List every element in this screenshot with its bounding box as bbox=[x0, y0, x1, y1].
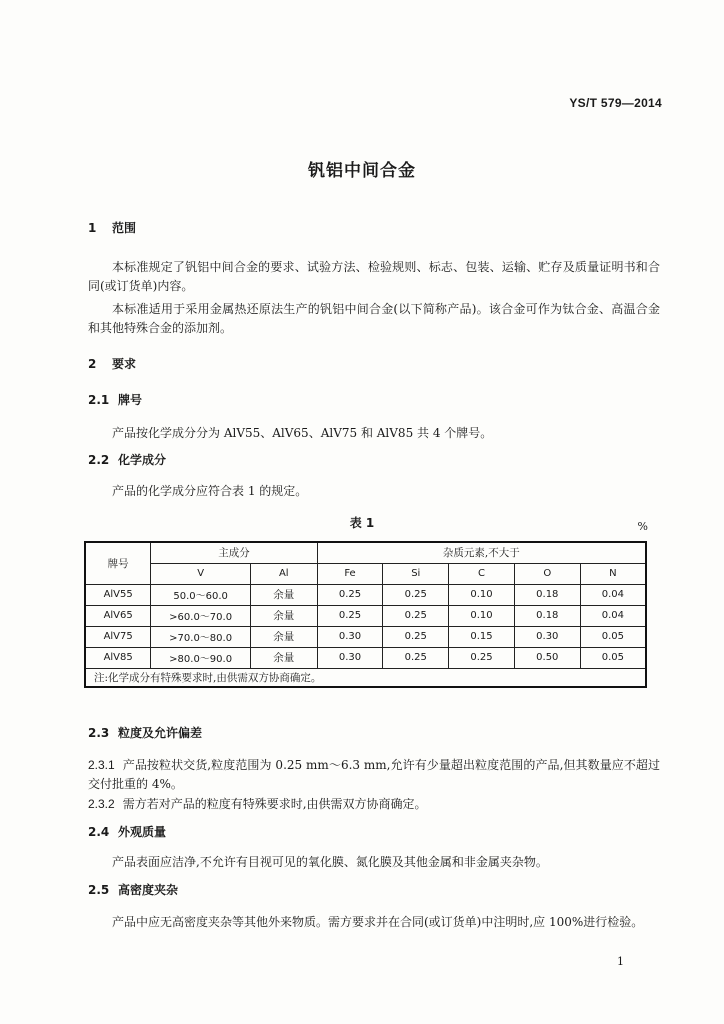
cell-grade: AlV55 bbox=[85, 584, 151, 605]
section-2-3-2 bbox=[88, 795, 660, 814]
header-col: Al bbox=[250, 563, 317, 584]
section-number: 2.3 bbox=[88, 726, 110, 740]
chemical-composition-table bbox=[84, 541, 647, 688]
section-number: 2.5 bbox=[88, 883, 110, 897]
cell-fe: 0.30 bbox=[317, 647, 383, 668]
section-title: 要求 bbox=[112, 357, 137, 371]
section-number: 2.4 bbox=[88, 825, 110, 839]
header-main-component: 主成分 bbox=[151, 542, 317, 563]
cell-n: 0.04 bbox=[580, 605, 646, 626]
section-2-2-paragraph: 产品的化学成分应符合表 1 的规定。 bbox=[112, 484, 308, 498]
cell-grade: AlV85 bbox=[85, 647, 151, 668]
header-grade: 牌号 bbox=[85, 542, 151, 584]
cell-fe: 0.25 bbox=[317, 605, 383, 626]
section-title: 牌号 bbox=[118, 393, 143, 407]
table-row bbox=[85, 584, 646, 605]
cell-c: 0.15 bbox=[449, 626, 515, 647]
cell-v: >60.0～70.0 bbox=[151, 605, 251, 626]
table-unit: % bbox=[637, 520, 648, 533]
cell-al: 余量 bbox=[250, 647, 317, 668]
section-2-4-paragraph: 产品表面应洁净,不允许有目视可见的氧化膜、氮化膜及其他金属和非金属夹杂物。 bbox=[112, 855, 548, 869]
section-number: 2.1 bbox=[88, 393, 110, 407]
header-col: Fe bbox=[317, 563, 383, 584]
cell-al: 余量 bbox=[250, 605, 317, 626]
cell-c: 0.25 bbox=[449, 647, 515, 668]
section-title: 化学成分 bbox=[118, 453, 167, 467]
header-col: O bbox=[514, 563, 580, 584]
cell-c: 0.10 bbox=[449, 584, 515, 605]
subsection-text: 需方若对产品的粒度有特殊要求时,由供需双方协商确定。 bbox=[122, 797, 427, 811]
section-1-paragraph-2: 本标准适用于采用金属热还原法生产的钒铝中间合金(以下简称产品)。该合金可作为钛合金、高温合金和其他特殊合金的添加剂。 bbox=[88, 302, 660, 335]
table-caption: 表 1 bbox=[349, 516, 375, 530]
section-2-heading bbox=[88, 355, 136, 372]
cell-si: 0.25 bbox=[383, 584, 449, 605]
cell-c: 0.10 bbox=[449, 605, 515, 626]
table-note-row bbox=[85, 668, 646, 687]
cell-v: >80.0～90.0 bbox=[151, 647, 251, 668]
table-header-row bbox=[85, 542, 646, 563]
section-number: 2.2 bbox=[88, 453, 110, 467]
section-2-5-paragraph: 产品中应无高密度夹杂等其他外来物质。需方要求并在合同(或订货单)中注明时,应 100%进行检验。 bbox=[112, 915, 644, 929]
section-2-3-1 bbox=[88, 756, 660, 794]
subsection-text: 产品按粒状交货,粒度范围为 0.25 mm～6.3 mm,允许有少量超出粒度范围的产品,但其数量应不超过交付批重的 4%。 bbox=[88, 758, 660, 791]
cell-n: 0.04 bbox=[580, 584, 646, 605]
cell-o: 0.50 bbox=[514, 647, 580, 668]
cell-grade: AlV75 bbox=[85, 626, 151, 647]
header-col: C bbox=[449, 563, 515, 584]
header-col: N bbox=[580, 563, 646, 584]
subsection-number: 2.3.2 bbox=[88, 797, 115, 811]
cell-fe: 0.30 bbox=[317, 626, 383, 647]
table-row bbox=[85, 626, 646, 647]
cell-o: 0.18 bbox=[514, 605, 580, 626]
page-number: 1 bbox=[617, 955, 624, 968]
cell-fe: 0.25 bbox=[317, 584, 383, 605]
section-2-5-heading bbox=[88, 881, 178, 898]
table-subheader-row bbox=[85, 563, 646, 584]
cell-al: 余量 bbox=[250, 626, 317, 647]
section-2-3-heading bbox=[88, 724, 202, 741]
subsection-number: 2.3.1 bbox=[88, 758, 115, 772]
section-1-paragraph-1: 本标准规定了钒铝中间合金的要求、试验方法、检验规则、标志、包装、运输、贮存及质量证明书和合同(或订货单)内容。 bbox=[88, 260, 660, 293]
section-2-4-heading bbox=[88, 823, 166, 840]
cell-si: 0.25 bbox=[383, 647, 449, 668]
section-1-heading bbox=[88, 219, 136, 236]
header-col: Si bbox=[383, 563, 449, 584]
table-note: 注:化学成分有特殊要求时,由供需双方协商确定。 bbox=[85, 668, 646, 687]
header-impurity: 杂质元素,不大于 bbox=[317, 542, 646, 563]
cell-o: 0.30 bbox=[514, 626, 580, 647]
cell-v: >70.0～80.0 bbox=[151, 626, 251, 647]
cell-si: 0.25 bbox=[383, 626, 449, 647]
cell-n: 0.05 bbox=[580, 626, 646, 647]
section-2-1-heading bbox=[88, 391, 142, 408]
table-row bbox=[85, 647, 646, 668]
table-row bbox=[85, 605, 646, 626]
cell-n: 0.05 bbox=[580, 647, 646, 668]
cell-v: 50.0～60.0 bbox=[151, 584, 251, 605]
section-number: 2 bbox=[88, 357, 97, 371]
standard-code: YS/T 579—2014 bbox=[569, 96, 662, 110]
cell-o: 0.18 bbox=[514, 584, 580, 605]
cell-grade: AlV65 bbox=[85, 605, 151, 626]
section-2-1-paragraph: 产品按化学成分分为 AlV55、AlV65、AlV75 和 AlV85 共 4 个牌号。 bbox=[112, 426, 493, 440]
cell-si: 0.25 bbox=[383, 605, 449, 626]
section-title: 外观质量 bbox=[118, 825, 167, 839]
header-col: V bbox=[151, 563, 251, 584]
section-title: 高密度夹杂 bbox=[118, 883, 179, 897]
document-title: 钒铝中间合金 bbox=[308, 161, 416, 181]
cell-al: 余量 bbox=[250, 584, 317, 605]
section-title: 粒度及允许偏差 bbox=[118, 726, 203, 740]
section-number: 1 bbox=[88, 221, 97, 235]
section-2-2-heading bbox=[88, 451, 166, 468]
section-title: 范围 bbox=[112, 221, 137, 235]
